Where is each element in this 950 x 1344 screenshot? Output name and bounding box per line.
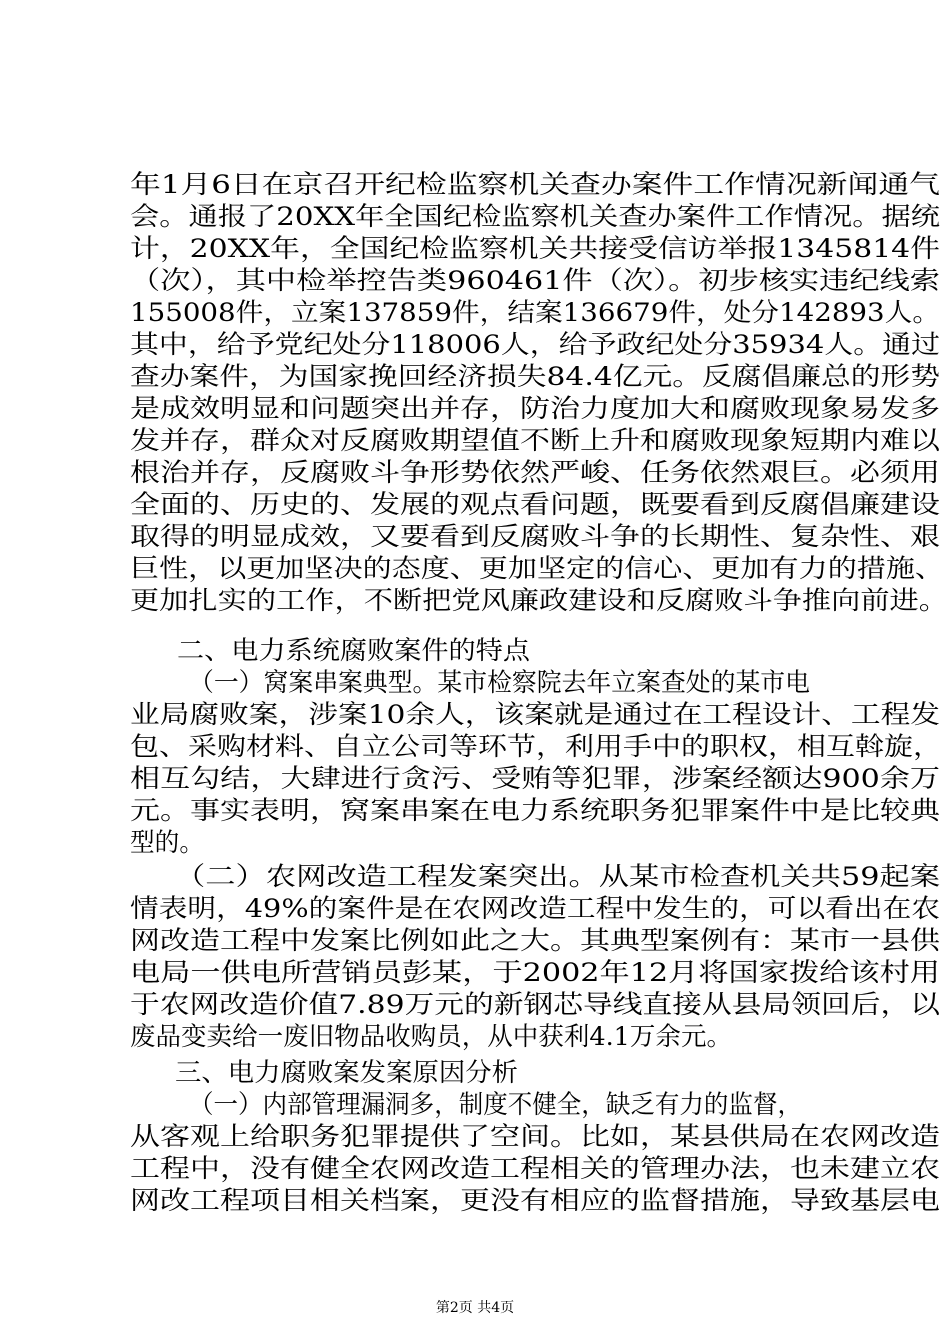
paragraph-line [0,923,950,959]
paragraph-line [0,1183,950,1219]
paragraph-line [0,295,950,331]
paragraph-line [0,231,950,267]
line-text: 废品变卖给一废旧物品收购员，从中获利4.1万余元。 [130,1022,732,1052]
paragraph-line [0,987,950,1023]
line-text: 网改工程项目相关档案，更没有相应的监督措施，导致基层电 [130,1186,941,1216]
line-text: 电局一供电所营销员彭某，于2002年12月将国家拨给该村用 [130,958,940,988]
paragraph-line [0,859,950,895]
line-text: 工程中，没有健全农网改造工程相关的管理办法，也未建立农 [130,1154,941,1184]
paragraph-line [0,1119,950,1155]
paragraph-line [0,391,950,427]
paragraph-line [0,1019,950,1055]
paragraph-line [0,551,950,587]
line-text: （一）窝案串案典型。某市检察院去年立案查处的某市电 [189,668,810,698]
line-text: 于农网改造价值7.89万元的新钢芯导线直接从县局领回后，以 [130,990,940,1020]
line-text: 情表明，49%的案件是在农网改造工程中发生的，可以看出在农 [130,894,940,924]
line-text: 更加扎实的工作，不断把党风廉政建设和反腐败斗争推向前进。 [130,586,948,616]
line-text: 相互勾结，大肆进行贪污、受贿等犯罪，涉案经额达900余万 [130,764,940,794]
paragraph-line [0,199,950,235]
paragraph-line [0,263,950,299]
line-text: 查办案件，为国家挽回经济损失84.4亿元。反腐倡廉总的形势 [130,362,940,392]
line-text: 其中，给予党纪处分118006人，给予政纪处分35934人。通过 [130,330,941,360]
line-text: 巨性，以更加坚决的态度、更加坚定的信心、更加有力的措施、 [130,554,944,584]
paragraph-line [0,793,950,829]
line-text: 发并存，群众对反腐败期望值不断上升和腐败现象短期内难以 [130,426,941,456]
line-text: 二、电力系统腐败案件的特点 [177,636,530,666]
line-text: 会。通报了20XX年全国纪检监察机关查办案件工作情况。据统 [130,202,940,232]
paragraph-line [0,519,950,555]
paragraph-line [0,1087,950,1123]
paragraph-line [0,423,950,459]
line-text: 取得的明显成效，又要看到反腐败斗争的长期性、复杂性、艰 [130,522,941,552]
paragraph-line [0,955,950,991]
line-text: 网改造工程中发案比例如此之大。其典型案例有：某市一县供 [130,926,941,956]
line-text: 计，20XX年，全国纪检监察机关共接受信访举报1345814件 [130,234,940,264]
line-text: 根治并存，反腐败斗争形势依然严峻、任务依然艰巨。必须用 [130,458,941,488]
page-footer: 第2页 共4页 [435,1300,515,1316]
paragraph-line [0,729,950,765]
paragraph-line [0,761,950,797]
line-text: 型的。 [130,828,204,858]
paragraph-line [0,825,950,861]
paragraph-line [0,455,950,491]
paragraph-line [0,1151,950,1187]
line-text: （次），其中检举控告类960461件（次）。初步核实违纪线索 [130,266,940,296]
paragraph-line [0,665,950,701]
paragraph-line [0,633,950,669]
paragraph-line [0,487,950,523]
paragraph-line [0,1055,950,1091]
line-text: 元。事实表明，窝案串案在电力系统职务犯罪案件中是比较典 [130,796,941,826]
paragraph-line [0,327,950,363]
paragraph-line [0,583,950,619]
line-text: 业局腐败案，涉案10余人，该案就是通过在工程设计、工程发 [130,700,940,730]
line-text: 包、采购材料、自立公司等环节，利用手中的职权，相互斡旋， [130,732,942,762]
line-text: （一）内部管理漏洞多，制度不健全，缺乏有力的监督， [189,1090,802,1120]
line-text: 全面的、历史的、发展的观点看问题，既要看到反腐倡廉建设 [130,490,941,520]
paragraph-line [0,891,950,927]
line-text: 三、电力腐败案发案原因分析 [175,1058,518,1088]
line-text: 是成效明显和问题突出并存，防治力度加大和腐败现象易发多 [130,394,941,424]
line-text: 从客观上给职务犯罪提供了空间。比如，某县供局在农网改造 [130,1122,941,1152]
line-text: （二）农网改造工程发案突出。从某市检查机关共59起案 [175,862,940,892]
paragraph-line [0,697,950,733]
line-text: 155008件，立案137859件，结案136679件，处分142893人。 [130,298,940,328]
paragraph-line [0,167,950,203]
paragraph-line [0,359,950,395]
line-text: 年1月6日在京召开纪检监察机关查办案件工作情况新闻通气 [130,170,940,200]
